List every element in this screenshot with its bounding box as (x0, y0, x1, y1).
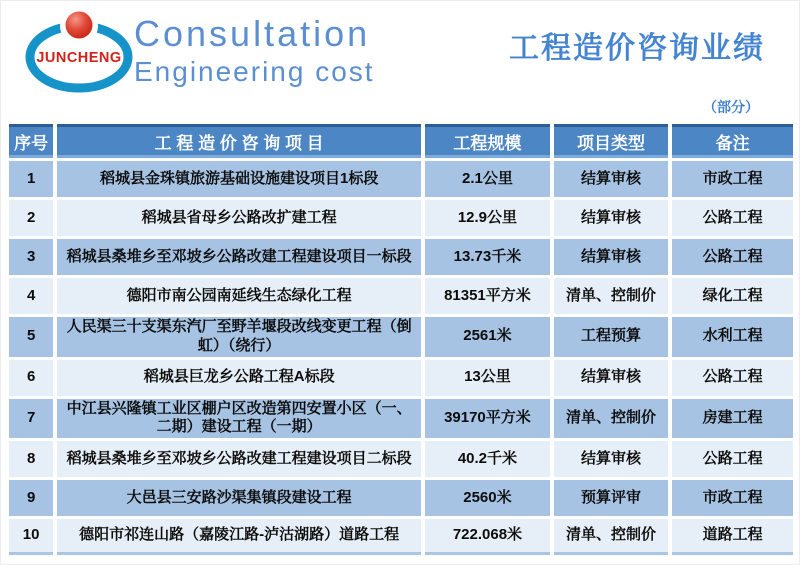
cell-project: 德阳市南公园南延线生态绿化工程 (57, 278, 421, 314)
cell-project: 稻城县省母乡公路改扩建工程 (57, 200, 421, 236)
title-english-line1: Consultation (134, 13, 371, 54)
cell-remark: 绿化工程 (672, 278, 793, 314)
cell-project: 人民渠三十支渠东汽厂至野羊堰段改线变更工程（倒虹）（绕行） (57, 317, 421, 357)
cell-no: 9 (9, 480, 53, 516)
cell-project: 大邑县三安路沙渠集镇段建设工程 (57, 480, 421, 516)
table-row (9, 399, 793, 439)
partial-note: （部分） (703, 99, 759, 115)
column-header-project: 工 程 造 价 咨 询 项 目 (57, 124, 421, 158)
table-row (9, 278, 793, 314)
table-row (9, 441, 793, 477)
column-header-type: 项目类型 (554, 124, 669, 158)
juncheng-logo-icon (25, 9, 133, 95)
column-header-remark: 备注 (672, 124, 793, 158)
table-row (9, 239, 793, 275)
cell-project: 稻城县金珠镇旅游基础设施建设项目1标段 (57, 161, 421, 197)
cell-scale: 2.1公里 (425, 161, 550, 197)
cell-no: 10 (9, 519, 53, 555)
cell-type: 清单、控制价 (554, 278, 669, 314)
table-row (9, 200, 793, 236)
cell-project: 中江县兴隆镇工业区棚户区改造第四安置小区（一、二期）建设工程（一期） (57, 399, 421, 439)
cell-no: 8 (9, 441, 53, 477)
cell-type: 结算审核 (554, 239, 669, 275)
juncheng-logo (25, 9, 133, 95)
juncheng-logo-text: JUNCHENG (36, 50, 122, 66)
cell-remark: 市政工程 (672, 161, 793, 197)
cell-scale: 40.2千米 (425, 441, 550, 477)
title-english (134, 15, 375, 86)
cell-scale: 81351平方米 (425, 278, 550, 314)
cell-remark: 道路工程 (672, 519, 793, 555)
cell-scale: 2560米 (425, 480, 550, 516)
performance-table-wrapper (5, 121, 797, 558)
cell-project: 稻城县桑堆乡至邓坡乡公路改建工程建设项目一标段 (57, 239, 421, 275)
table-row (9, 161, 793, 197)
cell-remark: 房建工程 (672, 399, 793, 439)
page-title: 工程造价咨询业绩 (509, 32, 765, 65)
cell-type: 预算评审 (554, 480, 669, 516)
cell-no: 6 (9, 360, 53, 396)
cell-project: 稻城县巨龙乡公路工程A标段 (57, 360, 421, 396)
cell-scale: 2561米 (425, 317, 550, 357)
table-row (9, 519, 793, 555)
cell-scale: 722.068米 (425, 519, 550, 555)
table-row (9, 360, 793, 396)
cell-type: 结算审核 (554, 441, 669, 477)
title-english-line2: Engineering cost (134, 55, 375, 87)
performance-table (5, 121, 797, 558)
cell-scale: 12.9公里 (425, 200, 550, 236)
cell-type: 清单、控制价 (554, 519, 669, 555)
column-header-scale: 工程规模 (425, 124, 550, 158)
cell-type: 结算审核 (554, 161, 669, 197)
table-row (9, 317, 793, 357)
cell-remark: 市政工程 (672, 480, 793, 516)
cell-no: 2 (9, 200, 53, 236)
table-body (9, 161, 793, 555)
cell-no: 3 (9, 239, 53, 275)
cell-no: 4 (9, 278, 53, 314)
cell-remark: 公路工程 (672, 239, 793, 275)
cell-no: 7 (9, 399, 53, 439)
cell-project: 德阳市祁连山路（嘉陵江路-泸沽湖路）道路工程 (57, 519, 421, 555)
cell-remark: 公路工程 (672, 441, 793, 477)
cell-remark: 公路工程 (672, 200, 793, 236)
cell-project: 稻城县桑堆乡至邓坡乡公路改建工程建设项目二标段 (57, 441, 421, 477)
cell-scale: 13公里 (425, 360, 550, 396)
cell-no: 5 (9, 317, 53, 357)
cell-type: 工程预算 (554, 317, 669, 357)
cell-type: 结算审核 (554, 200, 669, 236)
cell-no: 1 (9, 161, 53, 197)
table-row (9, 480, 793, 516)
cell-remark: 公路工程 (672, 360, 793, 396)
cell-type: 清单、控制价 (554, 399, 669, 439)
cell-scale: 13.73千米 (425, 239, 550, 275)
column-header-no: 序号 (9, 124, 53, 158)
table-header-row (9, 124, 793, 158)
cell-type: 结算审核 (554, 360, 669, 396)
cell-remark: 水利工程 (672, 317, 793, 357)
cell-scale: 39170平方米 (425, 399, 550, 439)
